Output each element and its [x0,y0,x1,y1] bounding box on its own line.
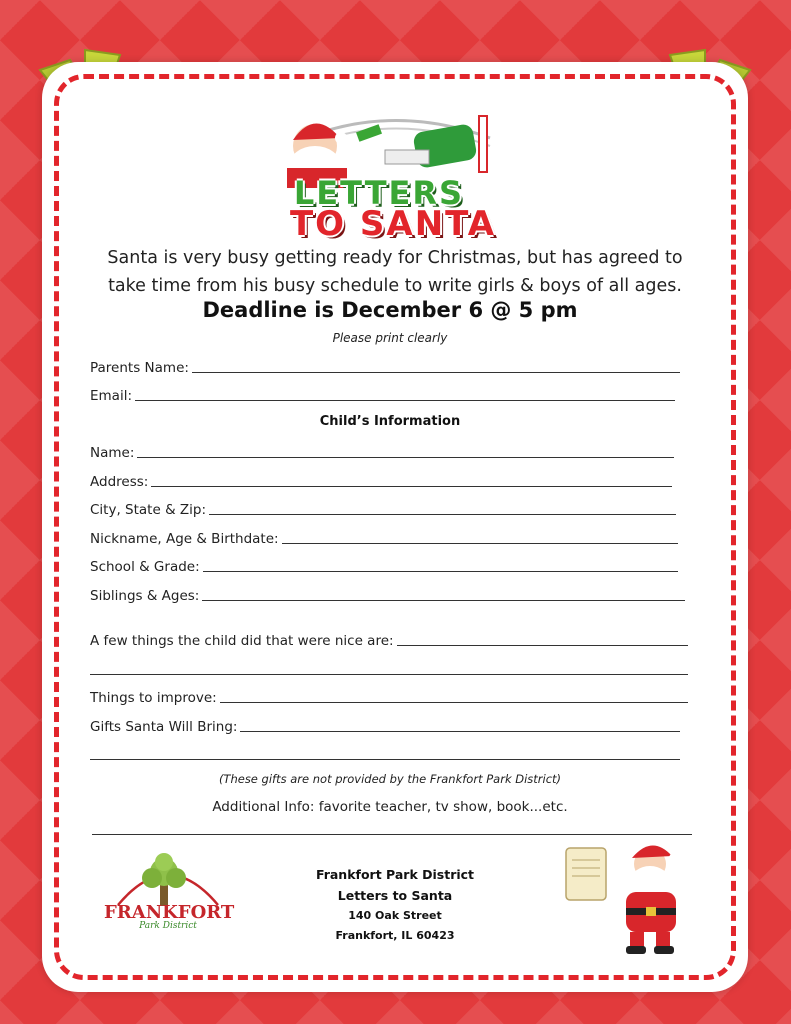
address-field[interactable] [90,472,672,490]
school-grade-line[interactable] [203,571,678,572]
nice-things-extra-line[interactable] [90,674,688,675]
additional-info-line[interactable] [92,834,692,835]
intro-line-1: Santa is very busy getting ready for Christmas, but has agreed to [107,248,683,268]
city-state-zip-line[interactable] [209,514,676,515]
siblings-ages-line[interactable] [202,600,685,601]
title-line-2: TO SANTA [289,204,497,244]
additional-info-label: Additional Info: favorite teacher, tv show, book...etc. [212,799,568,815]
address-program: Letters to Santa [337,888,453,903]
parents-name-label: Parents Name: [90,360,189,376]
things-to-improve-field[interactable] [90,688,688,706]
gifts-extra-line[interactable] [90,759,680,760]
child-name-label: Name: [90,445,135,461]
logo-wordmark: FRANKFORT [104,902,235,923]
child-name-line[interactable] [137,457,674,458]
school-grade-field[interactable] [90,557,678,575]
email-line[interactable] [135,400,675,401]
child-information-heading: Child’s Information [319,414,461,429]
address-line[interactable] [151,486,672,487]
address-org: Frankfort Park District [315,867,475,882]
address-street: 140 Oak Street [348,909,442,922]
deadline-heading: Deadline is December 6 @ 5 pm [202,298,578,322]
print-note: Please print clearly [332,331,448,345]
email-label: Email: [90,388,133,404]
things-to-improve-line[interactable] [220,702,688,703]
nice-things-field[interactable] [90,631,688,649]
parents-name-field[interactable] [90,358,680,376]
gifts-label: Gifts Santa Will Bring: [90,719,238,735]
siblings-ages-label: Siblings & Ages: [90,588,200,604]
gifts-field[interactable] [90,717,680,735]
city-state-zip-field[interactable] [90,500,676,518]
nickname-age-birthdate-line[interactable] [282,543,678,544]
things-to-improve-label: Things to improve: [90,690,217,706]
title-line-1: LETTERS [293,174,465,212]
email-field[interactable] [90,386,675,404]
nickname-age-birthdate-label: Nickname, Age & Birthdate: [90,531,279,547]
intro-line-2: take time from his busy schedule to write girls & boys of all ages. [108,276,682,296]
nice-things-line[interactable] [397,645,688,646]
address-label: Address: [90,474,149,490]
intro-text [90,244,700,300]
siblings-ages-field[interactable] [90,586,685,604]
address-city: Frankfort, IL 60423 [335,929,455,942]
school-grade-label: School & Grade: [90,559,200,575]
city-state-zip-label: City, State & Zip: [90,502,207,518]
santa-with-list-icon [560,838,700,956]
gifts-disclaimer: (These gifts are not provided by the Frankfort Park District) [218,772,562,786]
nickname-age-birthdate-field[interactable] [90,529,678,547]
nice-things-label: A few things the child did that were nice are: [90,633,394,649]
gifts-line[interactable] [240,731,680,732]
child-name-field[interactable] [90,443,674,461]
logo-subtitle: Park District [139,921,197,931]
parents-name-line[interactable] [192,372,680,373]
mailing-address [290,864,500,946]
